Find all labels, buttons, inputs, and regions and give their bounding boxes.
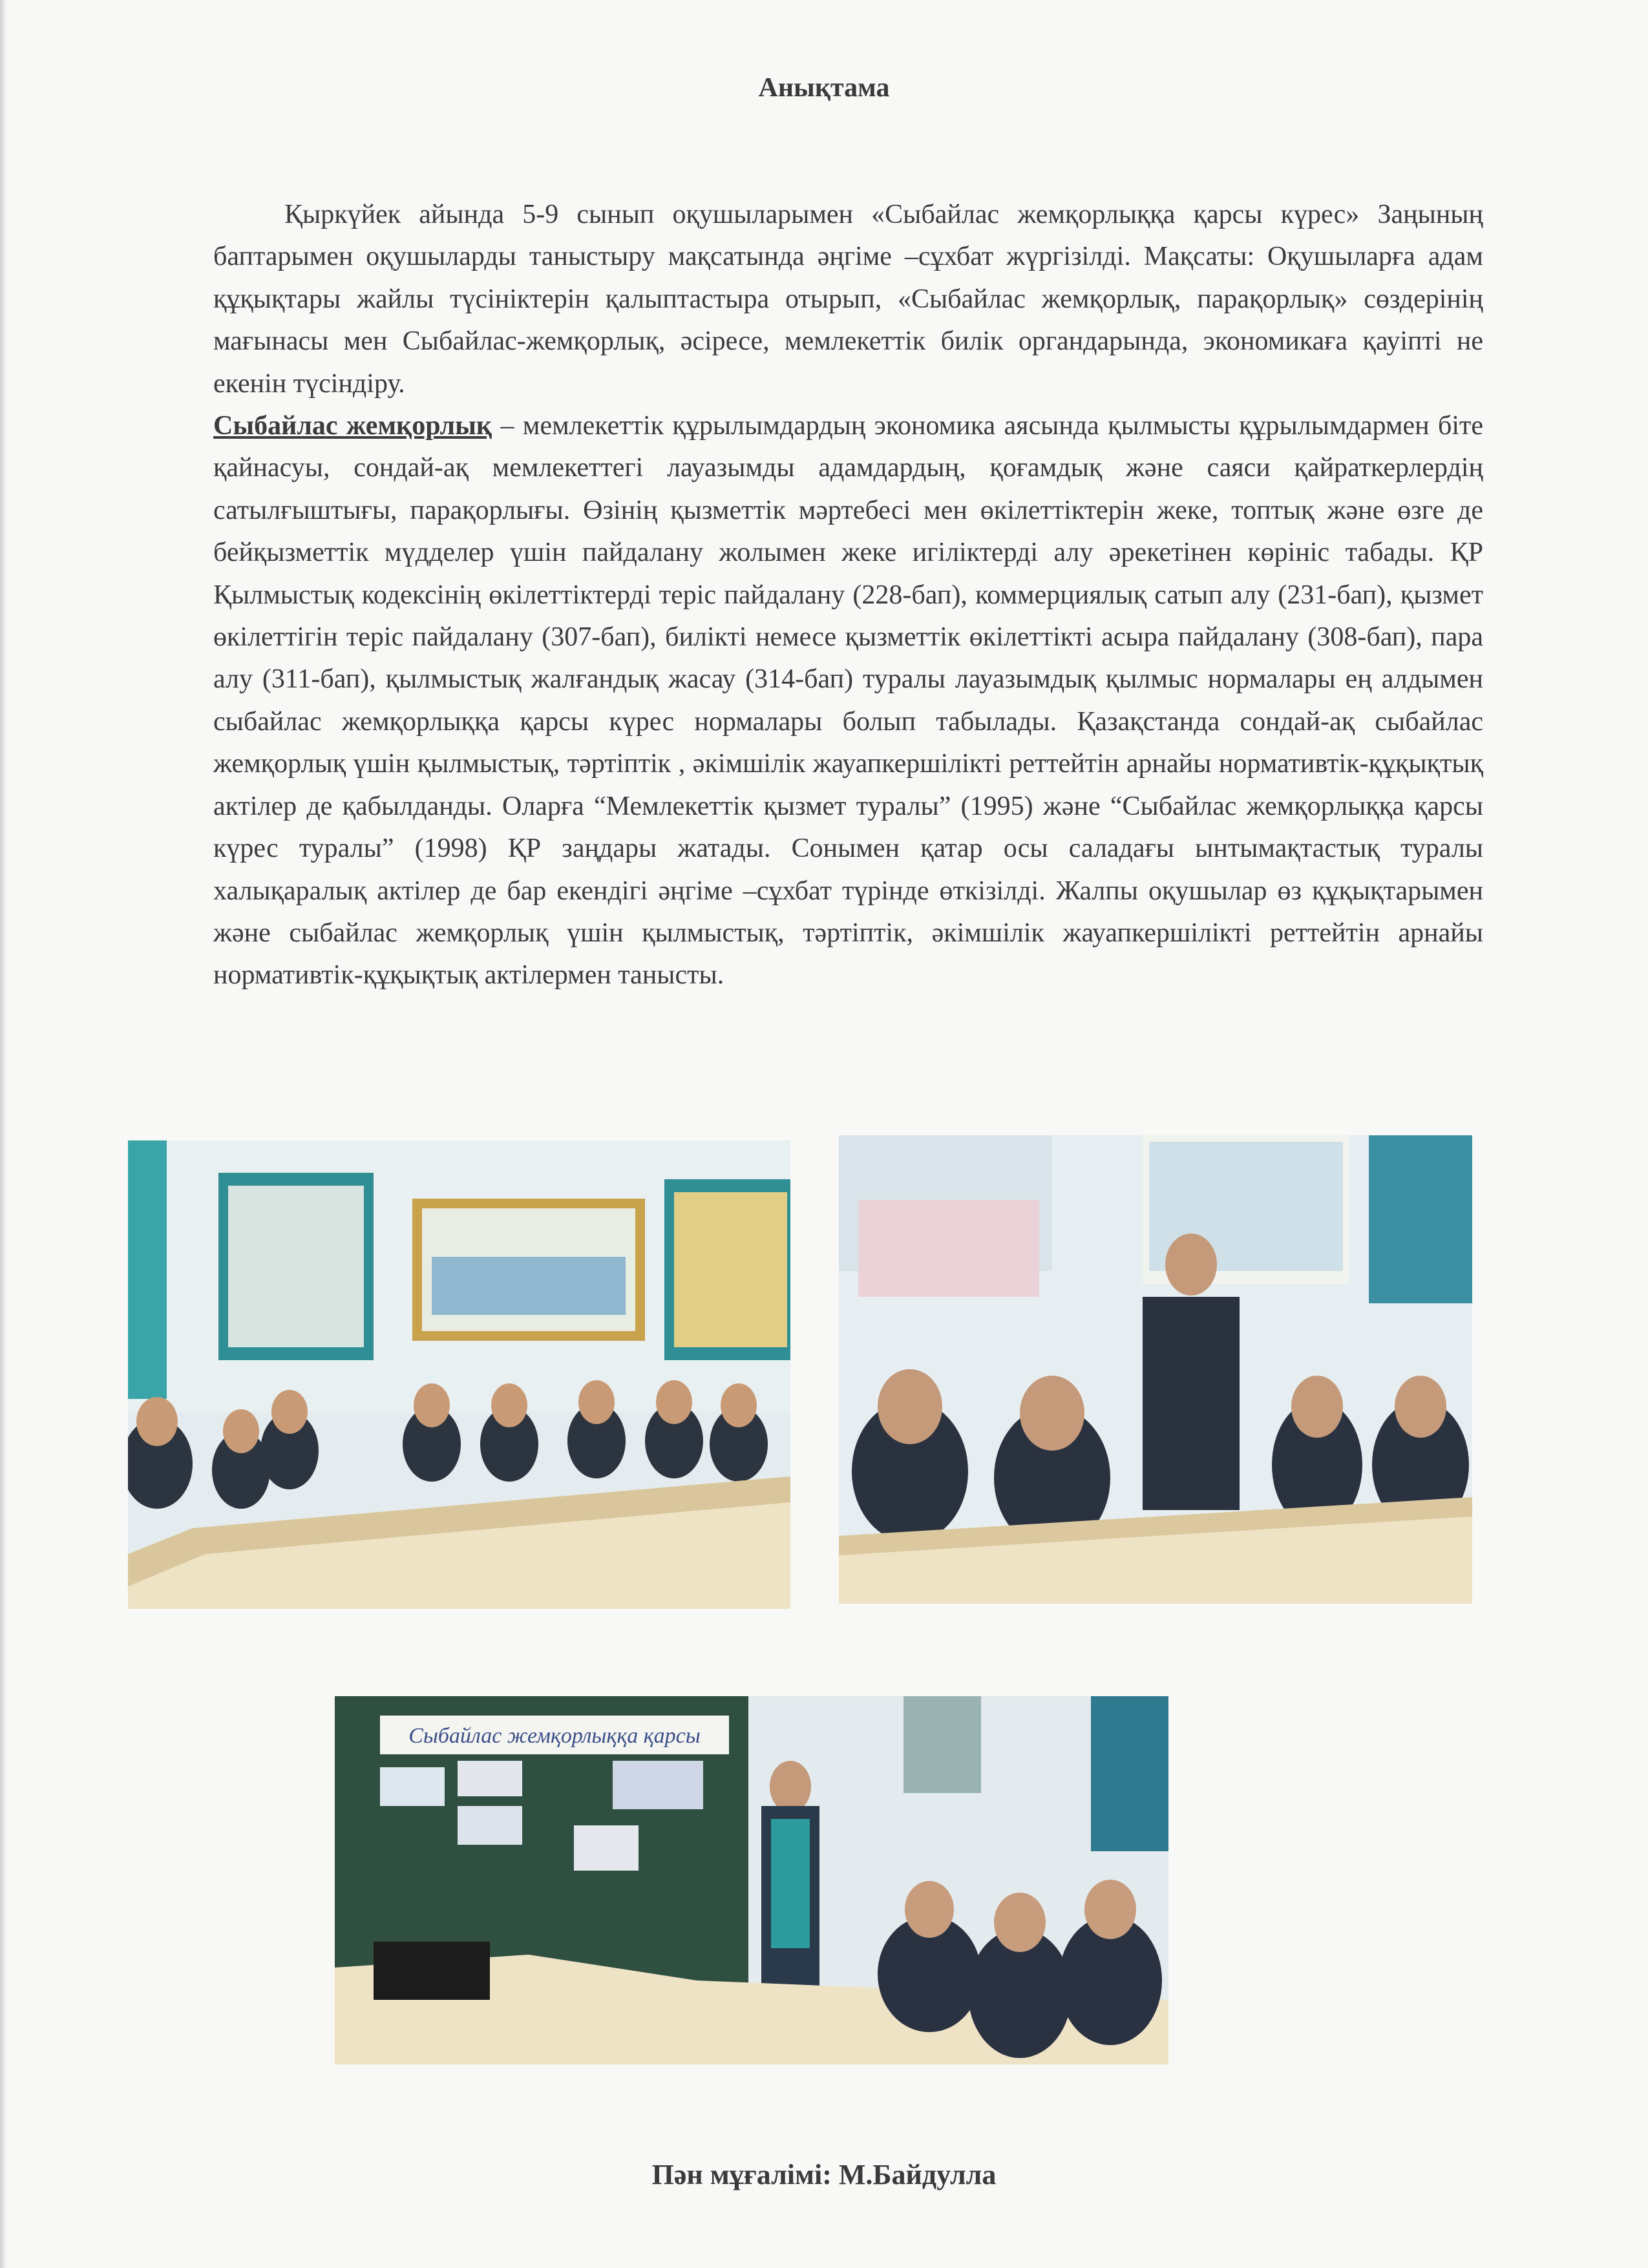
banner-text: Сыбайлас жемқорлыққа қарсы [408,1724,701,1748]
teacher-signature: Пән мұғалімі: М.Байдулла [651,2159,997,2190]
intro-paragraph: Қыркүйек айында 5-9 сынып оқушыларымен «Сыбайлас жемқорлыққа қарсы күрес» Заңының баптарымен оқушыларды таныстыру мақсатында әңгіме –сұхбат жүргізілді. Мақсаты: Оқушыларға адам құқықтары жайлы түсініктерін қалыптастыра отырып, «Сыбайлас жемқорлық, парақорлық» сөздерінің мағынасы мен Сыбайлас-жемқорлық, әсіресе, мемлекеттік билік органдарында, экономикаға қауіпті не екенін түсіндіру. [213,200,1483,399]
definition-text: – мемлекеттік құрылымдардың экономика аясында қылмысты құрылымдармен біте қайнасуы, сондай-ақ мемлекеттегі лауазымды адамдардың, қоғамдық және саяси қайраткерлердің сатылғыштығы, парақорлығы. Өзінің қызметтік мәртебесі мен өкілеттіктерін жеке, топтық және өзге де бейқызметтік мүдделер үшін пайдалану жолымен жеке игіліктерді алу әрекетінен көрініс табады. ҚР Қылмыстық кодексінің өкілеттіктерді теріс пайдалану (228-бап), коммерциялық сатып алу (231-бап), қызмет өкілеттігін теріс пайдалану (307-бап), билікті немесе қызметтік өкілеттікті асыра пайдалану (308-бап), пара алу (311-бап), қылмыстық жалғандық жасау (314-бап) туралы лауазымдық қылмыс нормалары ең алдымен сыбайлас жемқорлыққа қарсы күрес нормалары болып табылады. Қазақстанда сондай-ақ сыбайлас жемқорлық үшін қылмыстық, тәртіптік , әкімшілік жауапкершілікті реттейтін арнайы нормативтік-құқықтық актілер де қабылданды. Оларға “Мемлекеттік қызмет туралы” (1995) және “Сыбайлас жемқорлыққа қарсы күрес туралы” (1998) ҚР заңдары жатады. Сонымен қатар осы саладағы ынтымақтастық туралы халықаралық актілер де бар екендігі әңгіме –сұхбат түрінде өткізілді. Жалпы оқушылар өз құқықтарымен және сыбайлас жемқорлық үшін қылмыстық, тәртіптік, әкімшілік жауапкершілікті реттейтін арнайы нормативтік-құқықтық актілермен танысты. [213,411,1483,991]
page-edge [0,0,6,2268]
definition-paragraph [213,405,1483,997]
defined-term: Сыбайлас жемқорлық [213,411,492,441]
classroom-photo-3 [335,1696,1168,2064]
classroom-photo-1 [128,1140,790,1609]
classroom-photo-2 [839,1135,1472,1604]
document-title: Анықтама [758,73,890,103]
document-body [213,194,1483,997]
